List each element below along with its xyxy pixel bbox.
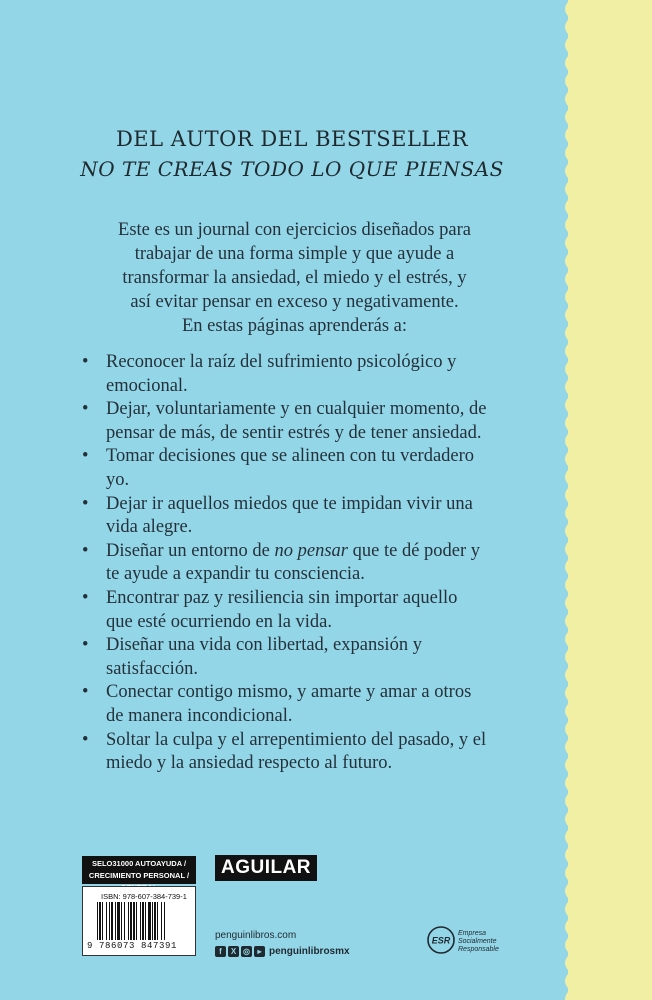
bullet: • [82, 635, 89, 656]
list-item-line: miedo y la ansiedad respecto al futuro. [106, 753, 393, 774]
barcode-bar [145, 902, 146, 940]
list-item-line: Encontrar paz y resiliencia sin importar aquello [106, 587, 458, 608]
x-icon: X [228, 946, 239, 957]
barcode-bar [102, 902, 103, 940]
facebook-icon: f [215, 946, 226, 957]
isbn-number: ISBN: 978-607-384-739-1 [101, 892, 187, 901]
esr-line: Responsable [458, 946, 499, 953]
bullet: • [82, 446, 89, 467]
intro-line: así evitar pensar en exceso y negativamente. [130, 292, 459, 312]
social-row [215, 944, 350, 958]
barcode-bar [121, 902, 122, 940]
list-item-line: Conectar contigo mismo, y amarte y amar a otros [106, 682, 472, 703]
barcode-bar [157, 902, 158, 940]
list-item-line [106, 540, 520, 564]
benefits-list [80, 351, 520, 776]
list-item [80, 398, 520, 445]
barcode-bar [152, 902, 153, 940]
barcode-bar [124, 902, 125, 940]
list-item-line: te ayude a expandir tu consciencia. [106, 564, 365, 585]
list-text: que te dé poder y [348, 540, 481, 561]
esr-line: Socialmente [458, 938, 497, 945]
list-item-line: que esté ocurriendo en la vida. [106, 611, 333, 632]
list-item-line: emocional. [106, 375, 188, 396]
esr-label [458, 930, 499, 954]
list-item [80, 681, 520, 728]
intro-line: transformar la ansiedad, el miedo y el estrés, y [122, 268, 467, 288]
barcode-bar [140, 902, 141, 940]
barcode-bar [164, 902, 165, 940]
list-item-line: Reconocer la raíz del sufrimiento psicológico y [106, 352, 457, 372]
barcode-bar [117, 902, 120, 940]
intro-line: En estas páginas aprenderás a: [182, 316, 407, 336]
esr-mark: ESR [431, 935, 451, 946]
list-item-line: yo. [106, 469, 130, 490]
social-handle: penguinlibrosmx [269, 945, 350, 957]
intro-line: trabajar de una forma simple y que ayude a [134, 244, 455, 264]
list-item-line: satisfacción. [106, 658, 198, 679]
list-item-line: de manera incondicional. [106, 705, 293, 726]
list-item [80, 493, 520, 540]
esr-line: Empresa [458, 930, 487, 937]
list-item-line: Tomar decisiones que se alineen con tu verdadero [106, 446, 475, 467]
list-item [80, 729, 520, 776]
bestseller-title: NO TE CREAS TODO LO QUE PIENSAS [80, 157, 504, 181]
bullet: • [82, 493, 89, 514]
barcode-bar [128, 902, 129, 940]
publisher-website: penguinlibros.com [215, 930, 297, 941]
publisher-logo: AGUILAR [215, 855, 317, 881]
list-item-line: Soltar la culpa y el arrepentimiento del pasado, y el [106, 729, 487, 750]
barcode-bar [142, 902, 144, 940]
barcode-bar [133, 902, 135, 940]
barcode-bar [99, 902, 101, 940]
barcode-bar [109, 902, 110, 940]
list-item-line: pensar de más, de sentir estrés y de tener ansiedad. [106, 422, 482, 443]
barcode-icon [97, 902, 189, 940]
barcode-bar [97, 902, 98, 940]
list-text: Diseñar un entorno de [106, 540, 275, 561]
barcode-bar [148, 902, 151, 940]
list-item [80, 351, 520, 398]
youtube-icon: ▸ [254, 946, 265, 957]
barcode-digit-first: 9 [87, 941, 93, 951]
bullet: • [82, 399, 89, 420]
category-line: CRECIMIENTO PERSONAL / [88, 871, 190, 880]
barcode-box [82, 886, 196, 956]
list-item [80, 634, 520, 681]
barcode-bar [154, 902, 156, 940]
barcode-bar [161, 902, 162, 940]
list-item-line: vida alegre. [106, 517, 193, 538]
intro-line: Este es un journal con ejercicios diseñados para [118, 220, 471, 240]
list-item [80, 587, 520, 634]
list-item [80, 445, 520, 492]
barcode-bar [115, 902, 116, 940]
bullet: • [82, 540, 89, 561]
barcode-digits: 786073 847391 [99, 941, 178, 951]
bullet: • [82, 587, 89, 608]
intro-paragraph [92, 218, 497, 338]
list-item [80, 540, 520, 587]
list-item-line: Diseñar una vida con libertad, expansión y [106, 635, 422, 656]
category-label [82, 856, 196, 884]
instagram-icon: ◎ [241, 946, 252, 957]
barcode-bar [106, 902, 107, 940]
bullet: • [82, 352, 89, 372]
bullet: • [82, 682, 89, 703]
barcode-bar [111, 902, 113, 940]
barcode-bar [136, 902, 137, 940]
list-emphasis: no pensar [274, 540, 349, 561]
author-line: DEL AUTOR DEL BESTSELLER [115, 127, 469, 151]
category-line: SELO31000 AUTOAYUDA / [91, 859, 187, 868]
list-item-line: Dejar, voluntariamente y en cualquier momento, de [106, 399, 487, 420]
header-block [0, 124, 584, 184]
list-item-line: Dejar ir aquellos miedos que te impidan vivir una [106, 493, 473, 514]
esr-logo-icon [426, 925, 456, 955]
barcode-bar [130, 902, 132, 940]
bullet: • [82, 729, 89, 750]
